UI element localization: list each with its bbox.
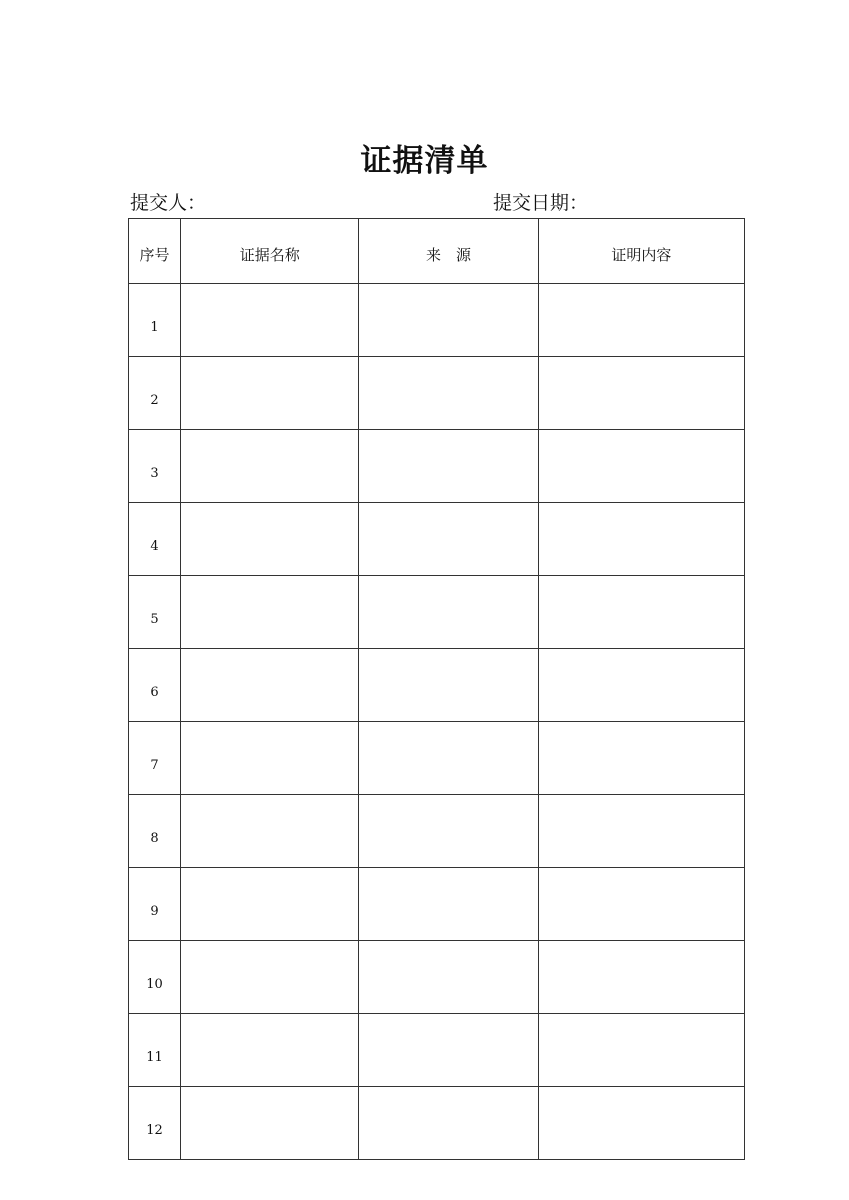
evidence-name-cell[interactable] [181, 503, 359, 576]
evidence-table [128, 218, 745, 1160]
seq-cell: 6 [129, 649, 181, 722]
table-row [129, 941, 745, 1014]
submission-date-label: 提交日期： [493, 192, 589, 214]
table-row [129, 284, 745, 357]
seq-cell: 10 [129, 941, 181, 1014]
table-row [129, 503, 745, 576]
evidence-name-cell[interactable] [181, 1014, 359, 1087]
proof-content-cell[interactable] [538, 430, 744, 503]
table-row [129, 357, 745, 430]
evidence-name-cell[interactable] [181, 795, 359, 868]
table-row [129, 649, 745, 722]
table-row [129, 1014, 745, 1087]
seq-cell: 5 [129, 576, 181, 649]
evidence-name-cell[interactable] [181, 722, 359, 795]
source-cell[interactable] [359, 722, 538, 795]
table-row [129, 430, 745, 503]
evidence-name-cell[interactable] [181, 576, 359, 649]
seq-cell: 8 [129, 795, 181, 868]
seq-cell: 11 [129, 1014, 181, 1087]
table-body [129, 284, 745, 1160]
evidence-name-cell[interactable] [181, 941, 359, 1014]
table-header [129, 219, 745, 284]
proof-content-cell[interactable] [538, 649, 744, 722]
evidence-name-cell[interactable] [181, 284, 359, 357]
header-source: 来 源 [359, 219, 538, 284]
source-cell[interactable] [359, 1087, 538, 1160]
submitter-label: 提交人： [130, 192, 207, 214]
source-cell[interactable] [359, 649, 538, 722]
seq-cell: 2 [129, 357, 181, 430]
table-row [129, 722, 745, 795]
header-seq: 序号 [129, 219, 181, 284]
table-row [129, 576, 745, 649]
evidence-name-cell[interactable] [181, 430, 359, 503]
evidence-name-cell[interactable] [181, 1087, 359, 1160]
proof-content-cell[interactable] [538, 357, 744, 430]
source-cell[interactable] [359, 284, 538, 357]
seq-cell: 12 [129, 1087, 181, 1160]
proof-content-cell[interactable] [538, 795, 744, 868]
table-row [129, 868, 745, 941]
proof-content-cell[interactable] [538, 1087, 744, 1160]
seq-cell: 9 [129, 868, 181, 941]
header-evidence-name: 证据名称 [181, 219, 359, 284]
source-cell[interactable] [359, 941, 538, 1014]
evidence-name-cell[interactable] [181, 649, 359, 722]
proof-content-cell[interactable] [538, 503, 744, 576]
page-title: 证据清单 [360, 143, 489, 179]
seq-cell: 1 [129, 284, 181, 357]
proof-content-cell[interactable] [538, 941, 744, 1014]
seq-cell: 4 [129, 503, 181, 576]
seq-cell: 3 [129, 430, 181, 503]
source-cell[interactable] [359, 430, 538, 503]
evidence-name-cell[interactable] [181, 357, 359, 430]
header-proof-content: 证明内容 [538, 219, 744, 284]
source-cell[interactable] [359, 795, 538, 868]
proof-content-cell[interactable] [538, 576, 744, 649]
table-row [129, 1087, 745, 1160]
source-cell[interactable] [359, 868, 538, 941]
source-cell[interactable] [359, 1014, 538, 1087]
proof-content-cell[interactable] [538, 284, 744, 357]
source-cell[interactable] [359, 357, 538, 430]
seq-cell: 7 [129, 722, 181, 795]
table-row [129, 795, 745, 868]
proof-content-cell[interactable] [538, 868, 744, 941]
source-cell[interactable] [359, 503, 538, 576]
evidence-name-cell[interactable] [181, 868, 359, 941]
source-cell[interactable] [359, 576, 538, 649]
proof-content-cell[interactable] [538, 722, 744, 795]
header-row [129, 219, 745, 284]
proof-content-cell[interactable] [538, 1014, 744, 1087]
